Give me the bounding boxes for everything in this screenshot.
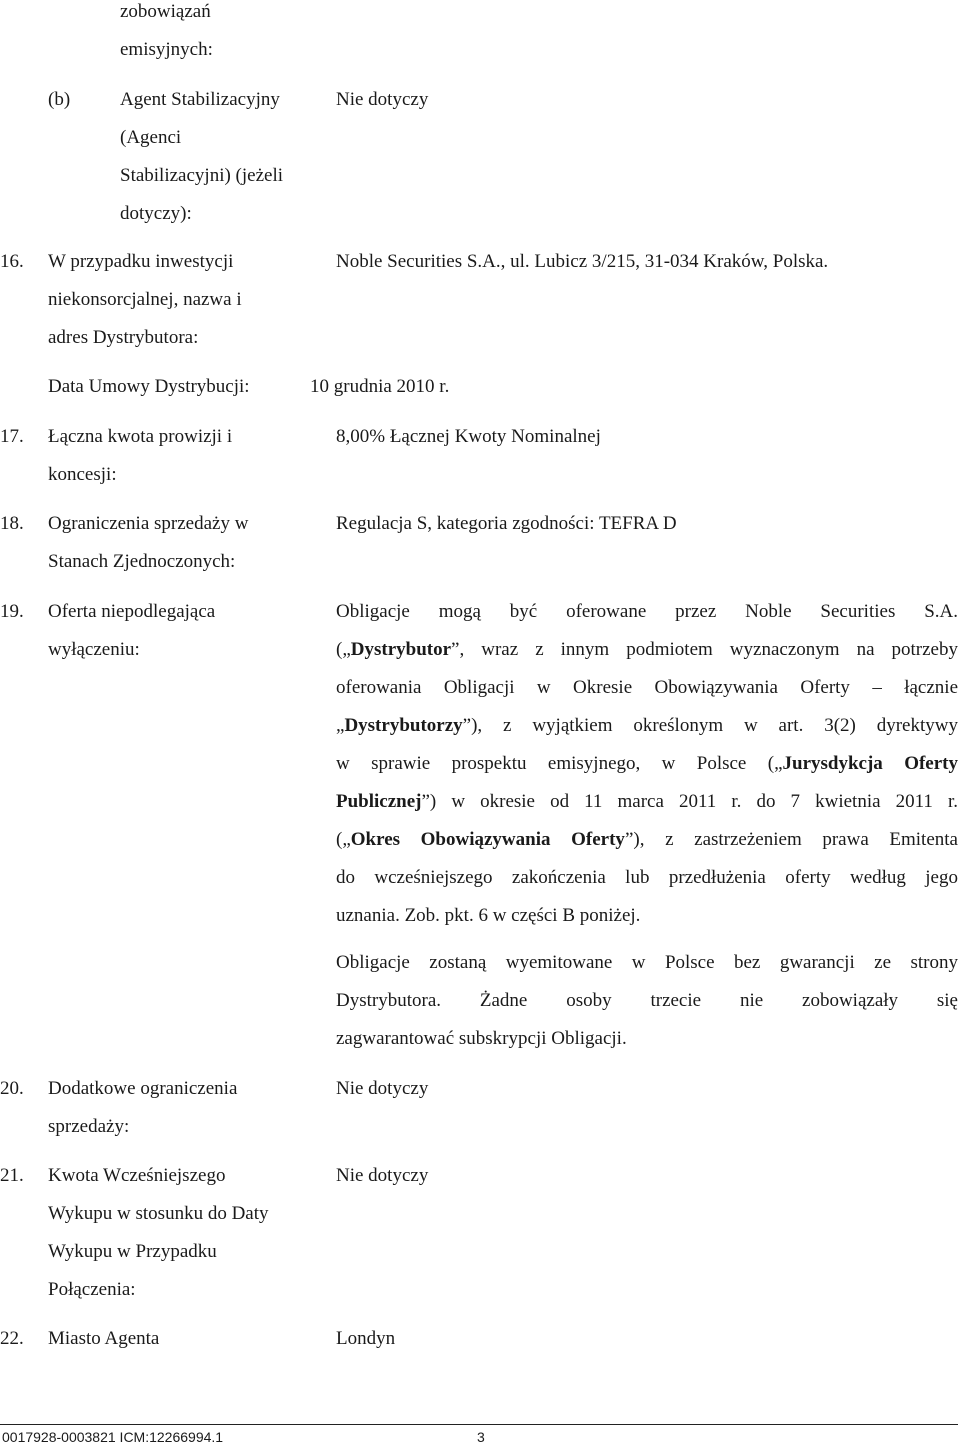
label-continuation: zobowiązań emisyjnych: [120, 1, 213, 60]
item-18-value: Regulacja S, kategoria zgodności: TEFRA D [336, 513, 677, 534]
item-b-value: Nie dotyczy [336, 89, 429, 110]
item-18-label: Ograniczenia sprzedaży w Stanach Zjednoczonych: [48, 513, 249, 572]
term-distributor: Dystrybutor [350, 639, 452, 660]
distribution-agreement-date-value: 10 grudnia 2010 r. [310, 376, 450, 397]
item-21-label: Kwota Wcześniejszego Wykupu w stosunku do Daty Wykupu w Przypadku Połączenia: [48, 1165, 269, 1300]
item-number-19: 19. [0, 601, 24, 622]
term-public-offer-jurisdiction: Jurysdykcja Oferty [782, 753, 958, 774]
item-number-16: 16. [0, 251, 24, 272]
distribution-agreement-date-label: Data Umowy Dystrybucji: [48, 376, 250, 397]
footer-rule [0, 1424, 958, 1425]
page-number: 3 [477, 1429, 485, 1445]
term-offer-period: Okres Obowiązywania Oferty [350, 829, 625, 850]
item-number-18: 18. [0, 513, 24, 534]
item-16-value: Noble Securities S.A., ul. Lubicz 3/215, 31-034 Kraków, Polska. [336, 251, 829, 272]
item-number-20: 20. [0, 1078, 24, 1099]
document-reference: 0017928-0003821 ICM:12266994.1 [2, 1429, 224, 1445]
item-number-b: (b) [48, 89, 71, 110]
item-22-value: Londyn [336, 1328, 396, 1349]
item-20-value: Nie dotyczy [336, 1078, 429, 1099]
item-b-label: Agent Stabilizacyjny (Agenci Stabilizacyjni) (jeżeli dotyczy): [120, 89, 284, 224]
item-22-label: Miasto Agenta [48, 1328, 160, 1349]
item-17-label: Łączna kwota prowizji i koncesji: [48, 426, 233, 485]
item-number-17: 17. [0, 426, 24, 447]
item-19-label: Oferta niepodlegająca wyłączeniu: [48, 601, 216, 660]
item-19-paragraph-2: Obligacje zostaną wyemitowane w Polsce bez gwarancji ze strony Dystrybutora. Żadne osoby trzecie nie zobowiązały się zagwarantować subskrypcji Obligacji. [336, 952, 958, 1049]
item-20-label: Dodatkowe ograniczenia sprzedaży: [48, 1078, 238, 1137]
item-number-22: 22. [0, 1328, 24, 1349]
item-17-value: 8,00% Łącznej Kwoty Nominalnej [336, 426, 601, 447]
term-distributors: Dystrybutorzy [344, 715, 463, 736]
item-19-paragraph-1: Obligacje mogą być oferowane przez Noble Securities S.A. („Dystrybutor”, wraz z innym podmiotem wyznaczonym na potrzeby oferowania Obligacji w Okresie Obowiązywania Oferty – łącznie „Dystrybutorzy”), z wyjątkiem określonym w art. 3(2) dyrektywy w sprawie prospektu emisyjnego, w Polsce („Jurysdykcja Oferty Publicznej”) w okresie od 11 marca 2011 r. do 7 kwietnia 2011 r. („Okres Obowiązywania Oferty”), z zastrzeżeniem prawa Emitenta do wcześniejszego zakończenia lub przedłużenia oferty według jego uznania. Zob. pkt. 6 w części B poniżej. [336, 601, 958, 926]
item-16-label: W przypadku inwestycji niekonsorcjalnej, nazwa i adres Dystrybutora: [48, 251, 242, 348]
item-21-value: Nie dotyczy [336, 1165, 429, 1186]
item-number-21: 21. [0, 1165, 24, 1186]
